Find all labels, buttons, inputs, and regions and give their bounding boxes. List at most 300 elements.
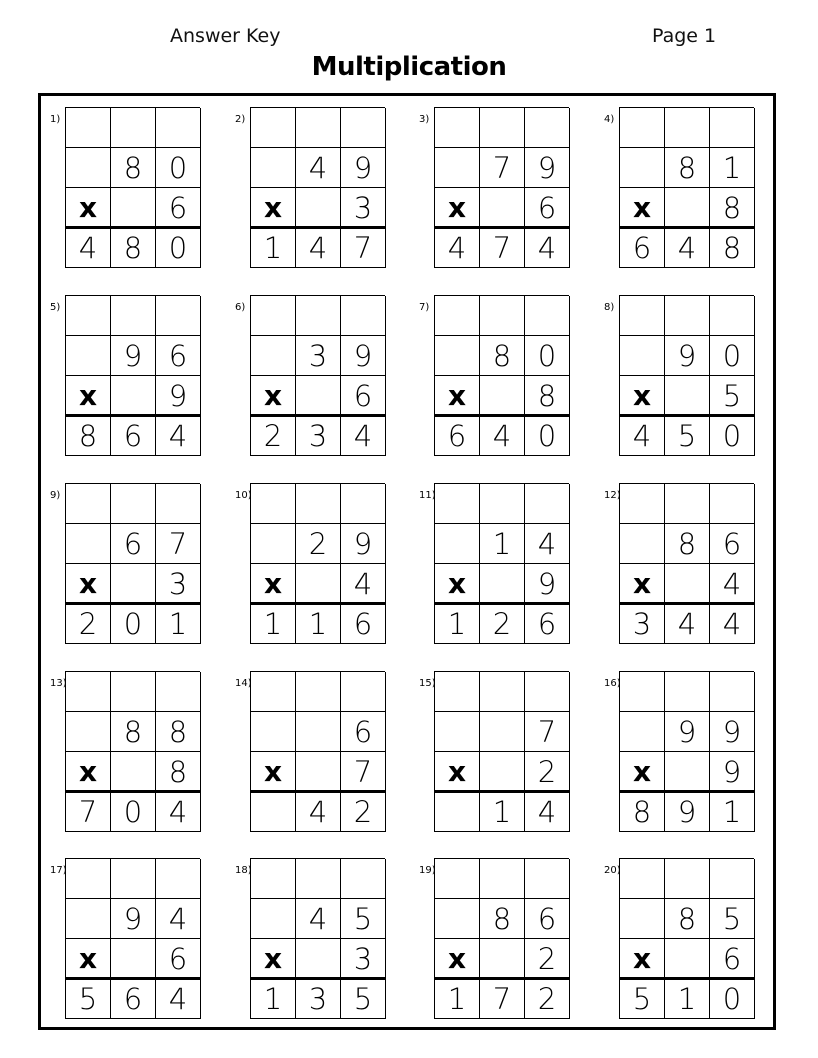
problem [419, 671, 604, 841]
answer-digit: 6 [111, 416, 156, 456]
problem-number: 10) [235, 490, 252, 501]
multiplier-digit: 8 [525, 376, 570, 416]
carry-cell [251, 672, 296, 712]
multiplier-digit [665, 939, 710, 979]
answer-digit: 7 [66, 792, 111, 832]
answer-digit: 5 [620, 979, 665, 1019]
problem-number: 13) [50, 678, 67, 689]
carry-cell [710, 672, 755, 712]
multiplicand-digit: 8 [480, 899, 525, 939]
multiplicand-digit: 4 [156, 899, 201, 939]
multiplicand-digit: 8 [665, 899, 710, 939]
problem-number: 7) [419, 302, 430, 313]
multiplier-digit [480, 752, 525, 792]
problem [50, 295, 235, 465]
carry-cell [525, 296, 570, 336]
carry-cell [620, 108, 665, 148]
multiplicand-digit: 9 [111, 899, 156, 939]
multiplicand-digit: 1 [480, 524, 525, 564]
multiplier-digit: 8 [710, 188, 755, 228]
answer-line [250, 226, 385, 229]
answer-digit: 4 [480, 416, 525, 456]
carry-cell [620, 859, 665, 899]
carry-cell [480, 108, 525, 148]
multiplicand-digit: 4 [296, 148, 341, 188]
carry-cell [296, 672, 341, 712]
answer-digit: 4 [620, 416, 665, 456]
multiplicand-digit: 3 [296, 336, 341, 376]
multiplier-digit: 9 [710, 752, 755, 792]
multiplicand-digit: 9 [665, 336, 710, 376]
problem-grid [434, 107, 569, 268]
multiplicand-digit: 9 [665, 712, 710, 752]
answer-digit: 8 [710, 228, 755, 268]
multiplier-digit: 9 [525, 564, 570, 604]
multiplicand-digit [435, 148, 480, 188]
carry-cell [341, 672, 386, 712]
answer-digit: 6 [111, 979, 156, 1019]
multiplicand-digit: 9 [341, 148, 386, 188]
problem-number: 1) [50, 114, 61, 125]
multiplicand-digit [251, 524, 296, 564]
carry-cell [251, 484, 296, 524]
carry-cell [111, 108, 156, 148]
times-sign: x [620, 564, 665, 604]
multiplicand-digit: 7 [525, 712, 570, 752]
multiplicand-digit: 6 [111, 524, 156, 564]
answer-key-label: Answer Key [170, 25, 281, 47]
answer-digit: 2 [525, 979, 570, 1019]
problem-number: 15) [419, 678, 436, 689]
multiplicand-digit: 0 [710, 336, 755, 376]
multiplicand-digit: 7 [480, 148, 525, 188]
answer-digit: 0 [710, 416, 755, 456]
multiplier-digit [296, 564, 341, 604]
problem [235, 295, 420, 465]
multiplicand-digit: 8 [665, 148, 710, 188]
multiplicand-digit [480, 712, 525, 752]
multiplier-digit [665, 752, 710, 792]
answer-digit: 0 [156, 228, 201, 268]
times-sign: x [251, 188, 296, 228]
multiplicand-digit [66, 712, 111, 752]
problem [604, 107, 789, 277]
problem-grid [250, 858, 385, 1019]
multiplicand-digit [66, 336, 111, 376]
times-sign: x [66, 564, 111, 604]
problem-grid [619, 671, 754, 832]
answer-digit: 8 [66, 416, 111, 456]
answer-line [65, 226, 200, 229]
answer-line [434, 790, 569, 793]
answer-digit: 5 [66, 979, 111, 1019]
answer-digit: 1 [710, 792, 755, 832]
carry-cell [66, 484, 111, 524]
multiplicand-digit [66, 524, 111, 564]
multiplier-digit: 2 [525, 939, 570, 979]
times-sign: x [620, 188, 665, 228]
carry-cell [341, 484, 386, 524]
page-title: Multiplication [311, 52, 507, 82]
carry-cell [341, 108, 386, 148]
problem [235, 671, 420, 841]
multiplier-digit: 6 [525, 188, 570, 228]
multiplicand-digit [435, 712, 480, 752]
problem [419, 483, 604, 653]
answer-digit: 6 [341, 604, 386, 644]
problem-grid [65, 858, 200, 1019]
carry-cell [480, 484, 525, 524]
carry-cell [111, 859, 156, 899]
answer-line [434, 226, 569, 229]
answer-digit: 8 [111, 228, 156, 268]
answer-line [65, 414, 200, 417]
answer-line [250, 414, 385, 417]
answer-digit: 4 [435, 228, 480, 268]
multiplier-digit [296, 939, 341, 979]
problem [235, 483, 420, 653]
answer-line [434, 602, 569, 605]
multiplicand-digit: 8 [111, 148, 156, 188]
answer-digit: 1 [296, 604, 341, 644]
problem [419, 858, 604, 1028]
carry-cell [251, 108, 296, 148]
multiplier-digit: 4 [710, 564, 755, 604]
problem-grid [250, 295, 385, 456]
multiplicand-digit: 6 [525, 899, 570, 939]
times-sign: x [251, 564, 296, 604]
carry-cell [111, 672, 156, 712]
problem-number: 2) [235, 114, 246, 125]
multiplicand-digit [620, 336, 665, 376]
carry-cell [156, 859, 201, 899]
times-sign: x [435, 376, 480, 416]
multiplier-digit [296, 376, 341, 416]
multiplicand-digit: 9 [341, 336, 386, 376]
answer-digit: 7 [480, 979, 525, 1019]
multiplier-digit: 2 [525, 752, 570, 792]
answer-digit: 2 [251, 416, 296, 456]
carry-cell [525, 484, 570, 524]
answer-digit: 2 [66, 604, 111, 644]
multiplier-digit: 6 [710, 939, 755, 979]
carry-cell [251, 859, 296, 899]
carry-cell [66, 108, 111, 148]
multiplier-digit [665, 564, 710, 604]
problem [604, 858, 789, 1028]
answer-digit: 1 [435, 979, 480, 1019]
carry-cell [525, 672, 570, 712]
answer-digit: 6 [620, 228, 665, 268]
answer-digit: 4 [296, 228, 341, 268]
carry-cell [66, 859, 111, 899]
multiplier-digit: 3 [341, 939, 386, 979]
problem-number: 8) [604, 302, 615, 313]
carry-cell [156, 484, 201, 524]
multiplicand-digit [435, 524, 480, 564]
carry-cell [435, 484, 480, 524]
carry-cell [156, 672, 201, 712]
multiplicand-digit [620, 148, 665, 188]
answer-digit: 4 [156, 979, 201, 1019]
answer-digit: 0 [111, 792, 156, 832]
multiplier-digit: 4 [341, 564, 386, 604]
carry-cell [435, 296, 480, 336]
multiplier-digit [111, 939, 156, 979]
times-sign: x [435, 939, 480, 979]
answer-digit: 9 [665, 792, 710, 832]
multiplicand-digit: 4 [296, 899, 341, 939]
multiplicand-digit: 1 [710, 148, 755, 188]
multiplicand-digit [620, 524, 665, 564]
multiplier-digit [111, 188, 156, 228]
times-sign: x [620, 752, 665, 792]
problem-grid [65, 483, 200, 644]
times-sign: x [435, 188, 480, 228]
problem-grid [434, 295, 569, 456]
carry-cell [620, 672, 665, 712]
carry-cell [665, 672, 710, 712]
multiplicand-digit: 6 [710, 524, 755, 564]
multiplicand-digit: 8 [156, 712, 201, 752]
multiplier-digit [480, 564, 525, 604]
times-sign: x [620, 939, 665, 979]
problem [419, 107, 604, 277]
times-sign: x [251, 752, 296, 792]
problem-number: 3) [419, 114, 430, 125]
multiplicand-digit: 8 [111, 712, 156, 752]
carry-cell [480, 859, 525, 899]
multiplicand-digit: 2 [296, 524, 341, 564]
answer-digit: 4 [296, 792, 341, 832]
multiplicand-digit [620, 899, 665, 939]
carry-cell [710, 108, 755, 148]
multiplicand-digit: 5 [341, 899, 386, 939]
problem [50, 483, 235, 653]
multiplier-digit: 7 [341, 752, 386, 792]
answer-digit: 5 [341, 979, 386, 1019]
answer-digit: 4 [66, 228, 111, 268]
problem-number: 4) [604, 114, 615, 125]
carry-cell [296, 484, 341, 524]
problem-grid [65, 295, 200, 456]
answer-digit: 4 [665, 604, 710, 644]
multiplier-digit: 6 [156, 939, 201, 979]
times-sign: x [620, 376, 665, 416]
times-sign: x [66, 188, 111, 228]
answer-digit: 0 [111, 604, 156, 644]
problem-grid [619, 483, 754, 644]
carry-cell [296, 296, 341, 336]
answer-digit: 0 [525, 416, 570, 456]
problem [235, 107, 420, 277]
answer-digit: 5 [665, 416, 710, 456]
multiplier-digit: 5 [710, 376, 755, 416]
problem [50, 858, 235, 1028]
carry-cell [710, 859, 755, 899]
carry-cell [665, 859, 710, 899]
carry-cell [480, 296, 525, 336]
carry-cell [251, 296, 296, 336]
multiplier-digit [111, 752, 156, 792]
problem [50, 107, 235, 277]
carry-cell [156, 108, 201, 148]
answer-digit: 3 [296, 416, 341, 456]
multiplicand-digit [66, 899, 111, 939]
problem-grid [434, 858, 569, 1019]
multiplicand-digit [251, 712, 296, 752]
problem-number: 20) [604, 865, 621, 876]
answer-digit [251, 792, 296, 832]
answer-digit: 1 [251, 979, 296, 1019]
multiplier-digit: 3 [341, 188, 386, 228]
multiplier-digit: 9 [156, 376, 201, 416]
problem-number: 17) [50, 865, 67, 876]
problem-grid [434, 483, 569, 644]
answer-digit: 8 [620, 792, 665, 832]
answer-line [250, 977, 385, 980]
carry-cell [66, 296, 111, 336]
times-sign: x [251, 376, 296, 416]
carry-cell [156, 296, 201, 336]
carry-cell [525, 108, 570, 148]
problem-grid [434, 671, 569, 832]
multiplicand-digit: 0 [525, 336, 570, 376]
multiplier-digit [296, 188, 341, 228]
carry-cell [525, 859, 570, 899]
answer-digit: 4 [341, 416, 386, 456]
answer-line [65, 977, 200, 980]
multiplicand-digit: 4 [525, 524, 570, 564]
problem-number: 9) [50, 490, 61, 501]
answer-line [619, 226, 754, 229]
answer-digit: 0 [710, 979, 755, 1019]
multiplier-digit: 6 [156, 188, 201, 228]
problem [419, 295, 604, 465]
carry-cell [341, 296, 386, 336]
carry-cell [296, 108, 341, 148]
times-sign: x [435, 752, 480, 792]
answer-line [65, 790, 200, 793]
multiplicand-digit: 8 [665, 524, 710, 564]
times-sign: x [66, 376, 111, 416]
answer-line [250, 602, 385, 605]
problem-grid [250, 671, 385, 832]
carry-cell [480, 672, 525, 712]
answer-digit: 2 [480, 604, 525, 644]
multiplicand-digit: 6 [341, 712, 386, 752]
times-sign: x [251, 939, 296, 979]
answer-digit: 4 [156, 792, 201, 832]
problem [604, 483, 789, 653]
multiplier-digit [665, 188, 710, 228]
carry-cell [620, 484, 665, 524]
answer-digit: 7 [341, 228, 386, 268]
answer-line [250, 790, 385, 793]
times-sign: x [66, 752, 111, 792]
answer-digit: 6 [435, 416, 480, 456]
answer-digit: 4 [525, 228, 570, 268]
multiplicand-digit: 9 [341, 524, 386, 564]
problem-number: 16) [604, 678, 621, 689]
multiplicand-digit [620, 712, 665, 752]
multiplicand-digit: 9 [111, 336, 156, 376]
times-sign: x [435, 564, 480, 604]
problem [50, 671, 235, 841]
problem-grid [65, 671, 200, 832]
answer-digit: 1 [251, 228, 296, 268]
multiplier-digit [296, 752, 341, 792]
carry-cell [435, 672, 480, 712]
problem-number: 6) [235, 302, 246, 313]
multiplicand-digit: 9 [525, 148, 570, 188]
multiplicand-digit [251, 336, 296, 376]
multiplier-digit [665, 376, 710, 416]
problem-number: 12) [604, 490, 621, 501]
page-number: Page 1 [652, 25, 717, 47]
carry-cell [620, 296, 665, 336]
carry-cell [341, 859, 386, 899]
problem-grid [619, 858, 754, 1019]
carry-cell [710, 484, 755, 524]
answer-digit: 4 [665, 228, 710, 268]
problem-grid [250, 107, 385, 268]
multiplier-digit [111, 564, 156, 604]
problem-number: 14) [235, 678, 252, 689]
answer-digit: 1 [480, 792, 525, 832]
answer-digit: 1 [435, 604, 480, 644]
answer-line [619, 790, 754, 793]
multiplicand-digit [435, 336, 480, 376]
answer-digit: 7 [480, 228, 525, 268]
answer-digit: 4 [710, 604, 755, 644]
multiplier-digit [111, 376, 156, 416]
multiplicand-digit [296, 712, 341, 752]
problem-number: 5) [50, 302, 61, 313]
answer-digit: 6 [525, 604, 570, 644]
multiplicand-digit [435, 899, 480, 939]
multiplier-digit [480, 188, 525, 228]
multiplicand-digit: 5 [710, 899, 755, 939]
problem [235, 858, 420, 1028]
problem-grid [65, 107, 200, 268]
multiplicand-digit: 6 [156, 336, 201, 376]
answer-digit: 1 [156, 604, 201, 644]
carry-cell [435, 108, 480, 148]
carry-cell [665, 296, 710, 336]
carry-cell [665, 484, 710, 524]
problem-number: 19) [419, 865, 436, 876]
answer-digit: 4 [525, 792, 570, 832]
multiplier-digit: 8 [156, 752, 201, 792]
multiplicand-digit: 9 [710, 712, 755, 752]
carry-cell [435, 859, 480, 899]
multiplicand-digit: 0 [156, 148, 201, 188]
problem [604, 671, 789, 841]
carry-cell [111, 484, 156, 524]
answer-digit [435, 792, 480, 832]
problem [604, 295, 789, 465]
multiplicand-digit [251, 148, 296, 188]
problem-grid [250, 483, 385, 644]
multiplicand-digit [66, 148, 111, 188]
multiplicand-digit [251, 899, 296, 939]
answer-digit: 1 [251, 604, 296, 644]
problem-grid [619, 107, 754, 268]
answer-line [619, 602, 754, 605]
answer-line [619, 414, 754, 417]
answer-line [619, 977, 754, 980]
